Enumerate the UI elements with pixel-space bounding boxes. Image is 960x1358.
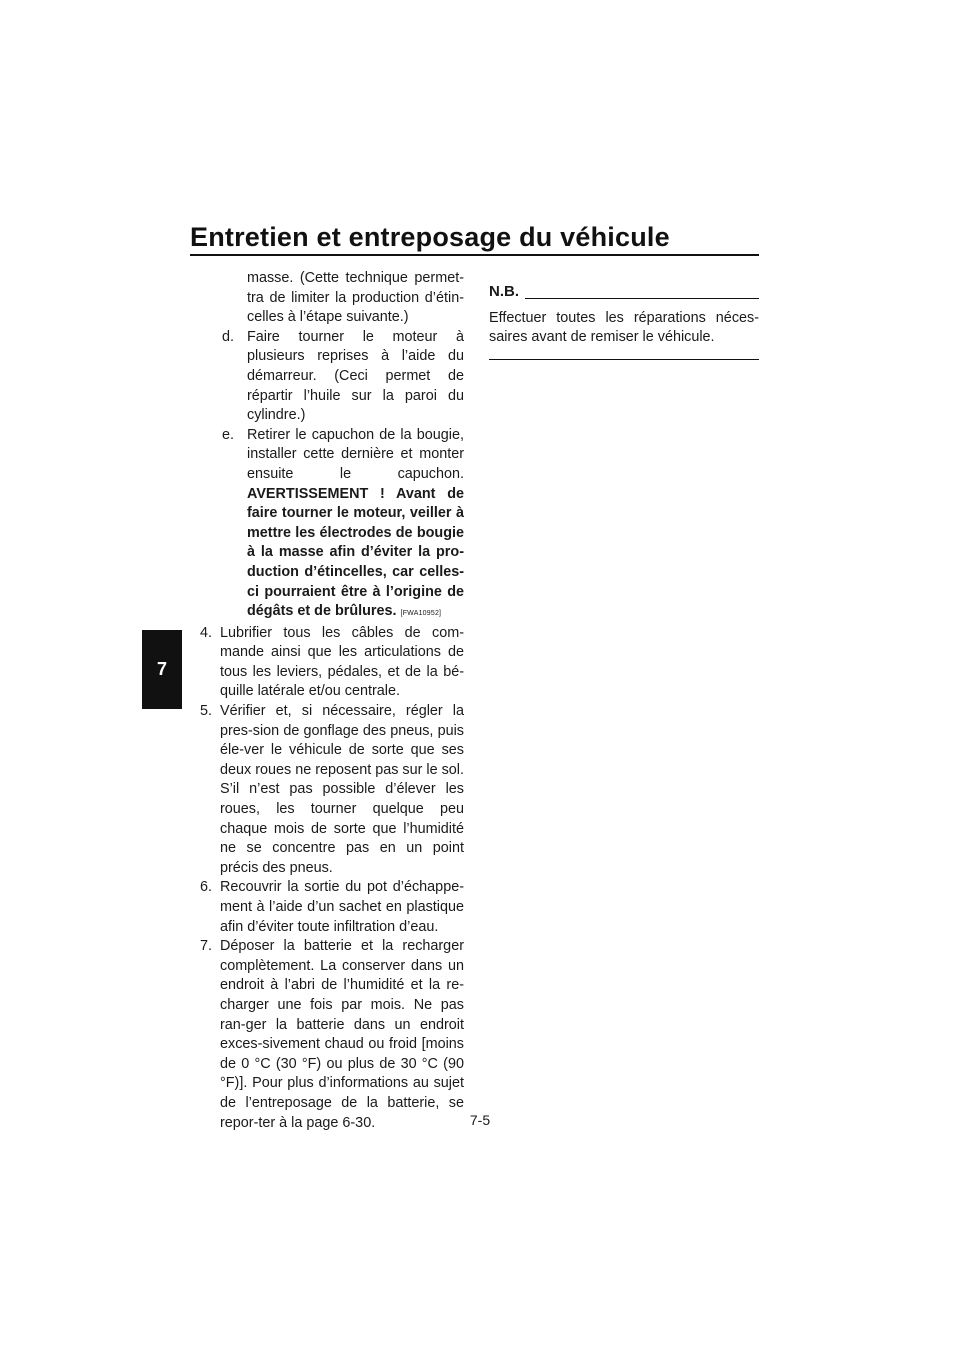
list-item-text: Recouvrir la sortie du pot d’échappe-ment à l’aide d’un sachet en plastique afin d’éviter toute infiltration d’eau. [220,879,464,935]
note-header-rule [525,298,759,299]
sub-item-marker: d. [222,328,235,345]
warning-text: AVERTISSEMENT ! Avant de faire tourner le moteur, veiller à mettre les électrodes de bougie à la masse afin d’éviter la pro-duction d’étincelles, car celles-ci pourraient être à l’origine de dégâts et de brûlures. [247,485,464,620]
note-box [489,282,759,360]
note-header [489,282,759,302]
list-item [200,702,464,878]
page-number: 7-5 [469,1112,491,1128]
list-item-text: Déposer la batterie et la recharger complètement. La conserver dans un endroit à l’abri de l’humidité et la re-charger une fois par mois. Ne pas ran-ger la batterie dans un endroit exces-sivement chaud ou froid [moins de 0 °C (30 °F) ou plus de 30 °C (90 °F)]. Pour plus d’informations au sujet de l’entreposage de la batterie, se repor-ter à la page 6-30. [220,938,464,1131]
sub-item-e [200,426,464,624]
list-item [200,937,464,1133]
warning-code: [FWA10952] [400,610,442,618]
list-item-marker: 6. [200,879,213,896]
list-item-text: Vérifier et, si nécessaire, régler la pres-sion de gonflage des pneus, puis éle-ver le véhicule de sorte que ses deux roues ne reposent pas sur le sol. S’il n’est pas possible d’élever les roues, les tourner quelque peu chaque mois de sorte que l’humidité ne se concentre pas en un point précis des pneus. [220,703,464,876]
sub-item-d [200,328,464,426]
left-column [200,269,464,1133]
list-item-text: Lubrifier tous les câbles de com-mande ainsi que les articulations de tous les leviers, pédales, et de la bé-quille latérale et/ou centrale. [220,624,464,700]
list-item [200,624,464,702]
list-item-marker: 5. [200,703,213,720]
continuation-text: masse. (Cette technique permet-tra de limiter la production d’étin-celles à l’étape suivante.) [247,270,464,326]
note-label: N.B. [489,283,519,300]
list-item [200,878,464,937]
list-item-marker: 4. [200,624,213,641]
note-text: Effectuer toutes les réparations néces-saires avant de remiser le véhicule. [489,309,759,346]
title-rule [190,254,759,256]
page-title: Entretien et entreposage du véhicule [190,222,670,252]
chapter-tab [142,630,182,709]
list-item-marker: 7. [200,938,213,955]
chapter-number: 7 [156,659,167,679]
note-bottom-rule [489,359,759,360]
sub-item-text: Retirer le capuchon de la bougie, installer cette dernière et monter ensuite le capuchon. [247,426,464,482]
sub-item-text: Faire tourner le moteur à plusieurs reprises à l’aide du démarreur. (Ceci permet de répartir l’huile sur la paroi du cylindre.) [247,328,464,424]
sub-item-marker: e. [222,426,235,443]
